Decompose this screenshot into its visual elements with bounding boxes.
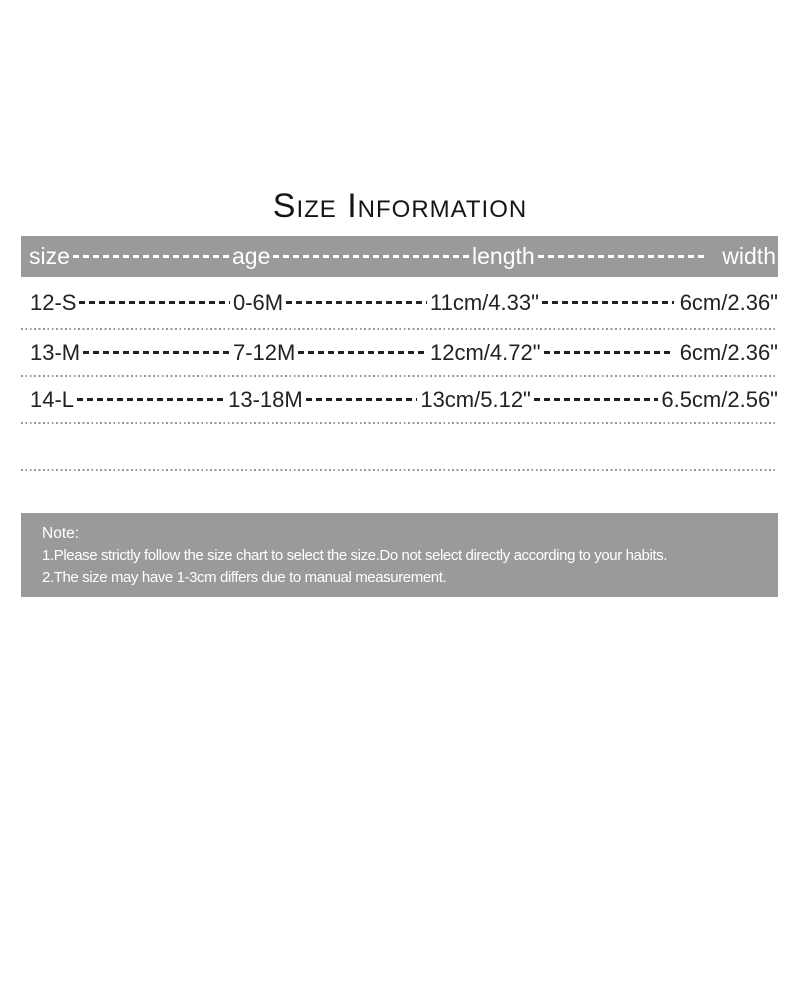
table-row-empty	[21, 424, 778, 469]
dash-leader	[298, 351, 427, 354]
cell-age: 13-18M	[228, 386, 303, 412]
dash-leader	[534, 398, 658, 401]
table-row	[21, 277, 778, 328]
size-table	[21, 277, 778, 471]
cell-age: 7-12M	[233, 339, 296, 365]
cell-length: 13cm/5.12"	[420, 386, 531, 412]
table-row	[21, 330, 778, 375]
header-seg-width	[708, 236, 778, 277]
dash-leader	[79, 301, 230, 304]
header-seg-size	[21, 236, 232, 277]
note-line-1: 1.Please strictly follow the size chart to select the size.Do not select directly according to your habits.	[42, 547, 668, 564]
note-line-2: 2.The size may have 1-3cm differs due to manual measurement.	[42, 569, 447, 586]
dash-leader	[286, 301, 427, 304]
header-label-length: length	[472, 243, 535, 269]
cell-size: 14-L	[30, 386, 75, 412]
table-header-bar	[21, 236, 778, 277]
cell-length: 12cm/4.72"	[430, 339, 541, 365]
table-row	[21, 377, 778, 422]
dash-leader	[542, 301, 674, 304]
header-label-size: size	[29, 243, 70, 269]
dash-leader	[73, 255, 229, 258]
cell-width: 6cm/2.36"	[679, 339, 778, 365]
header-seg-length	[472, 236, 708, 277]
header-label-age: age	[232, 243, 271, 269]
note-box	[21, 513, 778, 597]
dash-leader	[83, 351, 230, 354]
cell-size: 13-M	[30, 339, 81, 365]
dash-leader	[544, 351, 674, 354]
dash-leader	[273, 255, 469, 258]
page-title: Size Information	[272, 187, 528, 225]
dotted-divider	[21, 469, 778, 471]
header-seg-age	[232, 236, 472, 277]
cell-size: 12-S	[30, 289, 77, 315]
dash-leader	[538, 255, 705, 258]
note-heading: Note:	[42, 525, 80, 542]
cell-length: 11cm/4.33"	[430, 289, 539, 315]
dash-leader	[77, 398, 225, 401]
cell-width: 6.5cm/2.56"	[661, 386, 778, 412]
cell-width: 6cm/2.36"	[679, 289, 778, 315]
dash-leader	[306, 398, 418, 401]
header-label-width: width	[722, 243, 776, 269]
cell-age: 0-6M	[233, 289, 284, 315]
